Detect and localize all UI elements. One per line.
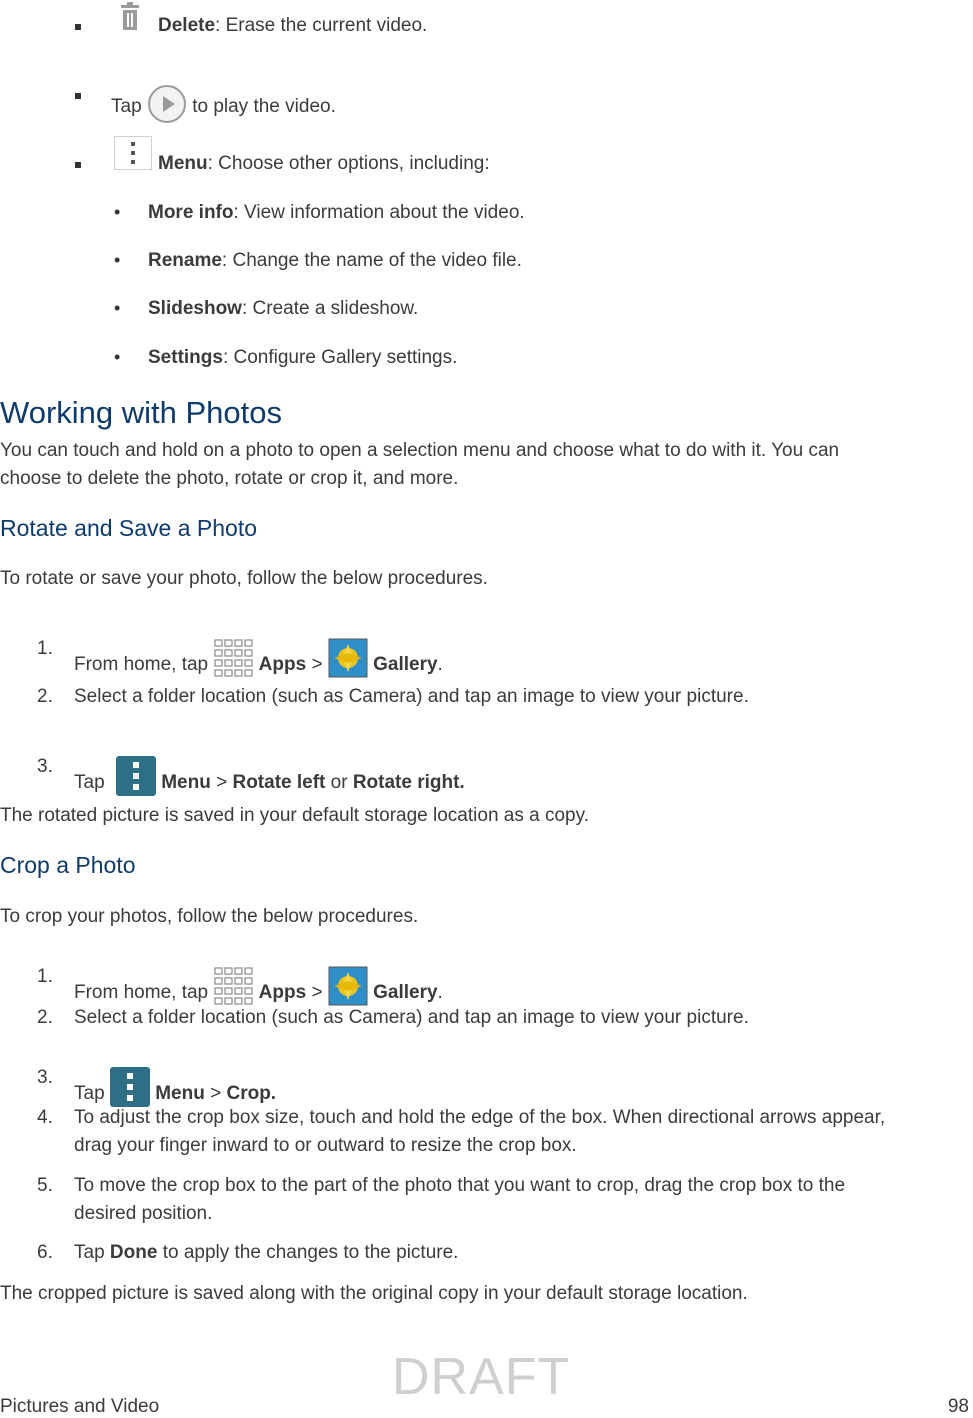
rotate-intro: To rotate or save your photo, follow the below procedures. [0, 568, 488, 589]
bullet-marker [75, 162, 81, 168]
crop-step-2: Select a folder location (such as Camera) and tap an image to view your picture. [74, 1007, 749, 1028]
rotate-step-3: Tap Menu > Rotate left or Rotate right. [74, 756, 465, 802]
apps-grid-icon [213, 638, 253, 684]
step-number: 6. [37, 1242, 53, 1263]
rotate-after-note: The rotated picture is saved in your default storage location as a copy. [0, 805, 589, 826]
bullet-marker [75, 93, 81, 99]
crop-step-6: Tap Done to apply the changes to the picture. [74, 1242, 459, 1263]
section-heading: Working with Photos [0, 395, 282, 430]
play-bullet: Tap to play the video. [111, 84, 336, 130]
crop-step-1: From home, tap Apps > Gallery. [74, 966, 443, 1012]
bullet-dot: • [114, 202, 121, 222]
sub-bullet-slideshow: Slideshow: Create a slideshow. [148, 298, 419, 319]
gallery-icon [328, 638, 368, 684]
sub-bullet-rename: Rename: Change the name of the video file. [148, 250, 522, 271]
crop-step-4-line2: drag your finger inward to or outward to resize the crop box. [74, 1135, 577, 1156]
step-number: 2. [37, 1007, 53, 1028]
crop-step-3: Tap Menu > Crop. [74, 1067, 276, 1113]
crop-after-note: The cropped picture is saved along with the original copy in your default storage location. [0, 1283, 748, 1304]
page-number: 98 [947, 1396, 969, 1417]
step-number: 3. [37, 756, 53, 777]
rotate-heading: Rotate and Save a Photo [0, 515, 258, 541]
play-icon [147, 84, 187, 130]
draft-watermark: DRAFT [392, 1348, 571, 1406]
sub-bullet-more-info: More info: View information about the video. [148, 202, 525, 223]
bullet-dot: • [114, 298, 121, 318]
apps-grid-icon [213, 966, 253, 1012]
crop-heading: Crop a Photo [0, 852, 136, 878]
menu-bullet: Menu: Choose other options, including: [158, 153, 490, 174]
bullet-dot: • [114, 347, 121, 367]
rotate-step-2: Select a folder location (such as Camera) and tap an image to view your picture. [74, 686, 749, 707]
crop-intro: To crop your photos, follow the below procedures. [0, 906, 419, 927]
step-number: 1. [37, 638, 53, 659]
step-number: 4. [37, 1107, 53, 1128]
crop-step-5-line2: desired position. [74, 1203, 213, 1224]
delete-bullet: Delete: Erase the current video. [158, 15, 428, 36]
sub-bullet-settings: Settings: Configure Gallery settings. [148, 347, 458, 368]
step-number: 3. [37, 1067, 53, 1088]
bullet-marker [75, 24, 81, 30]
step-number: 5. [37, 1175, 53, 1196]
trash-icon [115, 2, 145, 38]
menu-dots-icon [116, 756, 156, 802]
bullet-dot: • [114, 250, 121, 270]
section-intro-line2: choose to delete the photo, rotate or crop it, and more. [0, 468, 459, 489]
step-number: 1. [37, 966, 53, 987]
menu-dots-icon [114, 136, 152, 176]
section-intro-line1: You can touch and hold on a photo to open a selection menu and choose what to do with it. You can [0, 440, 840, 461]
crop-step-4-line1: To adjust the crop box size, touch and hold the edge of the box. When directional arrows appear, [74, 1107, 886, 1128]
step-number: 2. [37, 686, 53, 707]
footer-section-title: Pictures and Video [0, 1396, 160, 1417]
rotate-step-1: From home, tap Apps > Gallery. [74, 638, 443, 684]
gallery-icon [328, 966, 368, 1012]
crop-step-5-line1: To move the crop box to the part of the photo that you want to crop, drag the crop box to the [74, 1175, 846, 1196]
